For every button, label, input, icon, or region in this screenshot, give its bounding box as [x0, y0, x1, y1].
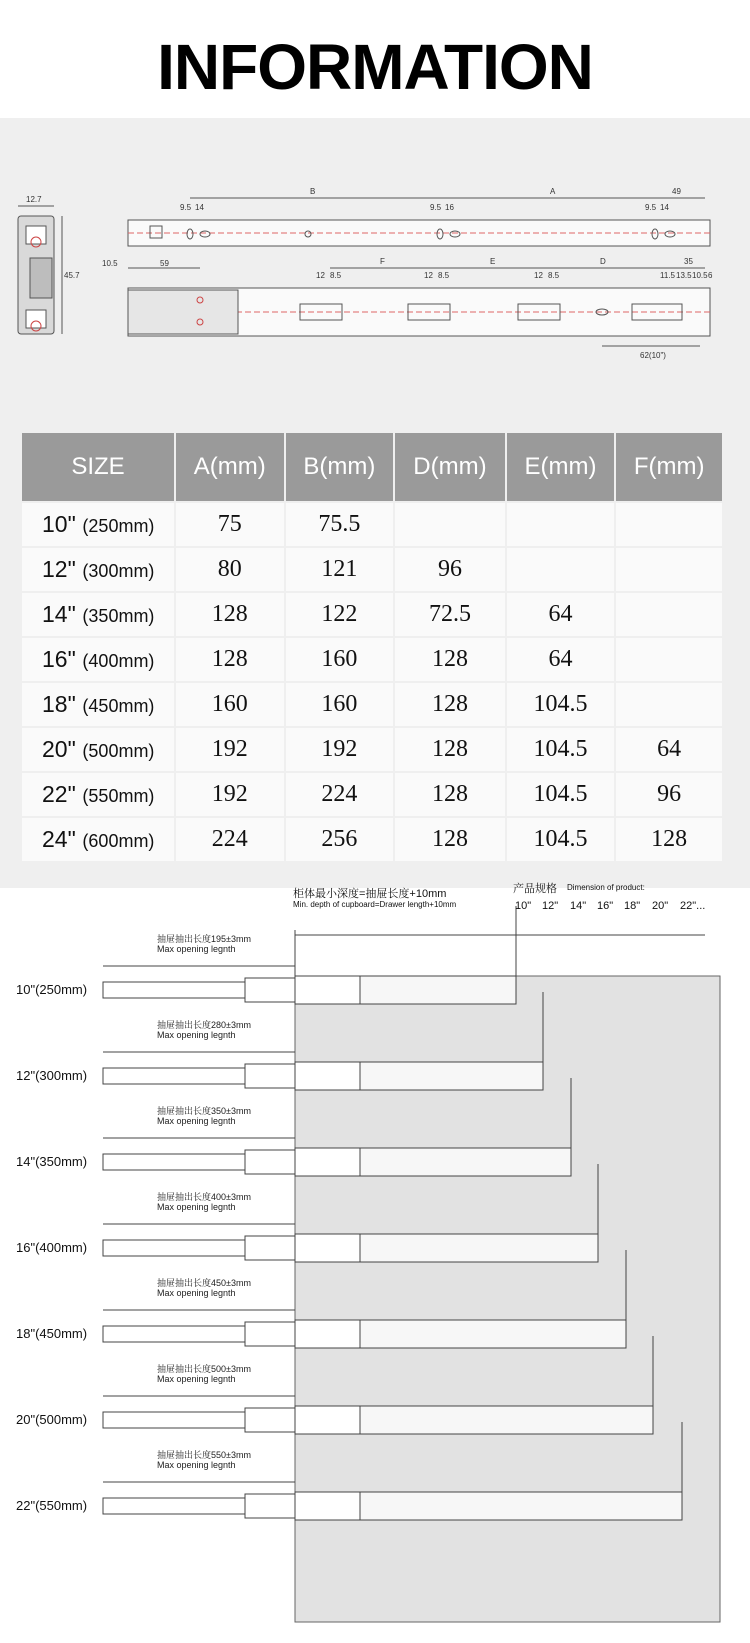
cell-e: 104.5: [507, 818, 615, 861]
cell-d: 72.5: [395, 593, 505, 636]
max-opening-label: 抽屉抽出长度195±3mm Max opening legnth: [157, 934, 251, 954]
max-opening-label: 抽屉抽出长度280±3mm Max opening legnth: [157, 1020, 251, 1040]
size-cell: 12" (300mm): [22, 548, 174, 591]
cell-b: 121: [286, 548, 394, 591]
dim-12-c: 12: [534, 271, 543, 280]
dim-13-5: 13.5: [676, 271, 692, 280]
cell-e: [507, 503, 615, 546]
product-dim-en: Dimension of product:: [567, 883, 645, 892]
cell-d: 128: [395, 728, 505, 771]
depth-row-label: 14"(350mm): [16, 1154, 88, 1169]
table-row: [22, 773, 722, 816]
dim-D: D: [600, 257, 606, 266]
size-cell: 14" (350mm): [22, 593, 174, 636]
dim-9-5-b: 9.5: [430, 203, 442, 212]
dim-14-a: 14: [195, 203, 204, 212]
cell-f: [616, 683, 722, 726]
col-header-f: F(mm): [616, 433, 722, 501]
slide-dimension-drawing: [0, 118, 750, 418]
max-opening-label: 抽屉抽出长度450±3mm Max opening legnth: [157, 1278, 251, 1298]
dim-A: A: [550, 187, 556, 196]
depth-diagram-svg: [0, 880, 750, 1643]
cell-d: 128: [395, 638, 505, 681]
cell-d: 96: [395, 548, 505, 591]
col-header-b: B(mm): [286, 433, 394, 501]
table-row: [22, 638, 722, 681]
page-title: INFORMATION: [157, 31, 593, 103]
cell-e: 104.5: [507, 773, 615, 816]
max-opening-label: 抽屉抽出长度400±3mm Max opening legnth: [157, 1192, 251, 1212]
size-cell: 20" (500mm): [22, 728, 174, 771]
size-label: 18": [624, 900, 641, 912]
product-dim-cn: 产品规格: [513, 883, 557, 895]
cell-e: 104.5: [507, 728, 615, 771]
dim-8-5-a: 8.5: [330, 271, 342, 280]
cell-f: [616, 548, 722, 591]
depth-row-label: 16"(400mm): [16, 1240, 88, 1255]
dim-35: 35: [684, 257, 693, 266]
table-row: [22, 728, 722, 771]
table-row: [22, 683, 722, 726]
cell-e: 104.5: [507, 683, 615, 726]
cell-f: [616, 593, 722, 636]
size-label: 20": [652, 900, 669, 912]
dim-9-5-a: 9.5: [180, 203, 192, 212]
table-header-row: [22, 433, 722, 501]
col-header-size: SIZE: [22, 433, 174, 501]
dim-E: E: [490, 257, 496, 266]
depth-row-label: 20"(500mm): [16, 1412, 88, 1427]
cell-b: 160: [286, 683, 394, 726]
cell-f: [616, 638, 722, 681]
min-depth-en: Min. depth of cupboard=Drawer length+10mm: [293, 900, 457, 909]
slide-rail-row: [103, 906, 516, 1004]
min-depth-cn: 柜体最小深度=抽屉长度+10mm: [293, 888, 447, 900]
cell-a: 80: [176, 548, 284, 591]
cabinet-depth-diagram: [0, 880, 750, 1643]
cell-f: [616, 503, 722, 546]
dim-8-5-b: 8.5: [438, 271, 450, 280]
dim-B: B: [310, 187, 316, 196]
size-cell: 10" (250mm): [22, 503, 174, 546]
size-label: 14": [570, 900, 587, 912]
col-header-a: A(mm): [176, 433, 284, 501]
dim-49: 49: [672, 187, 681, 196]
cell-b: 122: [286, 593, 394, 636]
dim-59: 59: [160, 259, 169, 268]
size-label: 10": [515, 900, 532, 912]
dim-6: 6: [708, 271, 713, 280]
cell-e: 64: [507, 593, 615, 636]
dim-12-b: 12: [424, 271, 433, 280]
col-header-d: D(mm): [395, 433, 505, 501]
cell-e: [507, 548, 615, 591]
cell-d: 128: [395, 818, 505, 861]
depth-row-label: 12"(300mm): [16, 1068, 88, 1083]
size-label: 12": [542, 900, 559, 912]
cell-b: 256: [286, 818, 394, 861]
dim-12-7: 12.7: [26, 195, 42, 204]
table-row: [22, 818, 722, 861]
max-opening-label: 抽屉抽出长度500±3mm Max opening legnth: [157, 1364, 251, 1384]
size-cell: 24" (600mm): [22, 818, 174, 861]
cell-a: 192: [176, 728, 284, 771]
dim-F: F: [380, 257, 385, 266]
cell-b: 192: [286, 728, 394, 771]
cell-f: 128: [616, 818, 722, 861]
size-label: 22"...: [680, 900, 706, 912]
cell-a: 192: [176, 773, 284, 816]
cell-a: 128: [176, 638, 284, 681]
col-header-e: E(mm): [507, 433, 615, 501]
dim-10-5-b: 10.5: [692, 271, 708, 280]
depth-row-label: 22"(550mm): [16, 1498, 88, 1513]
table-row: [22, 548, 722, 591]
cell-f: 64: [616, 728, 722, 771]
dim-11-5: 11.5: [660, 271, 675, 280]
cell-d: 128: [395, 683, 505, 726]
cell-d: [395, 503, 505, 546]
cell-a: 75: [176, 503, 284, 546]
table-row: [22, 503, 722, 546]
dim-62: 62(10"): [640, 351, 666, 360]
dim-10-5: 10.5: [102, 259, 118, 268]
max-opening-label: 抽屉抽出长度550±3mm Max opening legnth: [157, 1450, 251, 1470]
cell-b: 75.5: [286, 503, 394, 546]
size-cell: 22" (550mm): [22, 773, 174, 816]
cell-f: 96: [616, 773, 722, 816]
depth-row-label: 10"(250mm): [16, 982, 88, 997]
cell-d: 128: [395, 773, 505, 816]
max-opening-label: 抽屉抽出长度350±3mm Max opening legnth: [157, 1106, 251, 1126]
dim-14-b: 14: [660, 203, 669, 212]
cell-a: 224: [176, 818, 284, 861]
dim-8-5-c: 8.5: [548, 271, 560, 280]
dim-45-7: 45.7: [64, 271, 80, 280]
size-spec-table: [20, 431, 724, 863]
dim-16: 16: [445, 203, 454, 212]
cell-e: 64: [507, 638, 615, 681]
cell-b: 160: [286, 638, 394, 681]
cell-a: 128: [176, 593, 284, 636]
dim-12-a: 12: [316, 271, 325, 280]
size-cell: 16" (400mm): [22, 638, 174, 681]
size-cell: 18" (450mm): [22, 683, 174, 726]
depth-row-label: 18"(450mm): [16, 1326, 88, 1341]
table-row: [22, 593, 722, 636]
cell-a: 160: [176, 683, 284, 726]
size-label: 16": [597, 900, 614, 912]
cell-b: 224: [286, 773, 394, 816]
dim-9-5-c: 9.5: [645, 203, 657, 212]
